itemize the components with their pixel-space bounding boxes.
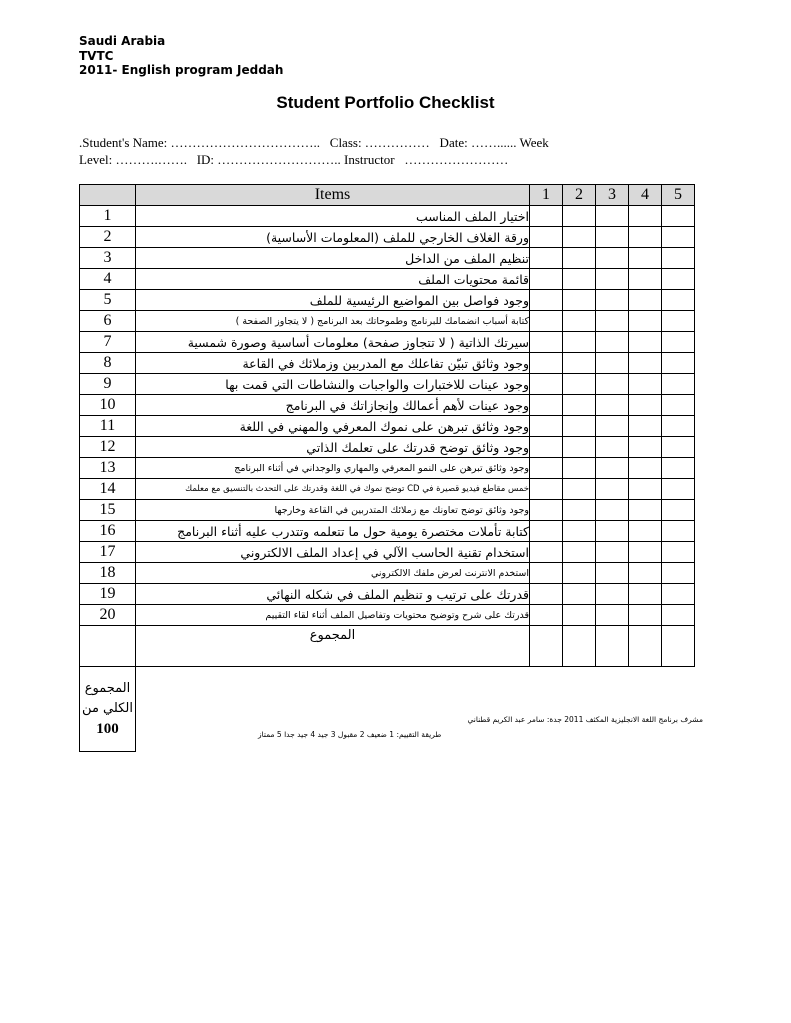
- total-value: 100: [96, 721, 119, 737]
- score-cell-2[interactable]: [563, 374, 596, 395]
- score-cell-2[interactable]: [563, 500, 596, 521]
- score-cell-1[interactable]: [530, 416, 563, 437]
- score-cell-4[interactable]: [629, 311, 662, 332]
- score-cell-1[interactable]: [530, 227, 563, 248]
- footnote-rating-scale: طريقة التقييم: 1 ضعيف 2 مقبول 3 جيد 4 جيد جدا 5 ممتاز: [258, 730, 442, 739]
- header-items-cell: Items: [136, 185, 530, 206]
- score-cell-3[interactable]: [596, 584, 629, 605]
- score-cell-3[interactable]: [596, 395, 629, 416]
- score-cell-4[interactable]: [629, 563, 662, 584]
- score-cell-5[interactable]: [662, 206, 695, 227]
- score-cell-5[interactable]: [662, 605, 695, 626]
- score-cell-3[interactable]: [596, 206, 629, 227]
- row-number: 17: [80, 542, 136, 563]
- total-label-line-2: الكلي من: [82, 701, 133, 716]
- table-row: [80, 374, 695, 395]
- score-cell-1[interactable]: [530, 311, 563, 332]
- header-number-cell: [80, 185, 136, 206]
- score-cell-2[interactable]: [563, 521, 596, 542]
- row-item-text: كتابة أسباب انضمامك للبرنامج وطموحاتك بعد البرنامج ( لا يتجاوز الصفحة ): [136, 311, 530, 332]
- score-cell-3[interactable]: [596, 500, 629, 521]
- score-cell-4[interactable]: [629, 290, 662, 311]
- score-cell-1[interactable]: [530, 269, 563, 290]
- row-item-text: وجود عينات لأهم أعمالك وإنجازاتك في البرنامج: [136, 395, 530, 416]
- table-row: [80, 227, 695, 248]
- table-row: [80, 206, 695, 227]
- score-cell-3[interactable]: [596, 542, 629, 563]
- score-cell-4[interactable]: [629, 248, 662, 269]
- total-cell: [80, 667, 136, 752]
- score-cell-4[interactable]: [629, 458, 662, 479]
- table-row: [80, 563, 695, 584]
- score-cell-4[interactable]: [629, 521, 662, 542]
- table-row: [80, 500, 695, 521]
- score-cell-4[interactable]: [629, 584, 662, 605]
- score-cell-2[interactable]: [563, 248, 596, 269]
- table-row: [80, 584, 695, 605]
- row-item-text: قدرتك على ترتيب و تنظيم الملف في شكله النهائي: [136, 584, 530, 605]
- row-item-text: سيرتك الذاتية ( لا تتجاوز صفحة) معلومات أساسية وصورة شمسية: [136, 332, 530, 353]
- score-cell-4[interactable]: [629, 479, 662, 500]
- document-header: [79, 34, 283, 78]
- row-item-text: ورقة الغلاف الخارجي للملف (المعلومات الأساسية): [136, 227, 530, 248]
- table-row: [80, 332, 695, 353]
- score-cell-2[interactable]: [563, 332, 596, 353]
- row-number: 16: [80, 521, 136, 542]
- score-cell-5[interactable]: [662, 374, 695, 395]
- score-cell-3[interactable]: [596, 248, 629, 269]
- row-number: 8: [80, 353, 136, 374]
- score-cell-3[interactable]: [596, 374, 629, 395]
- score-cell-2[interactable]: [563, 584, 596, 605]
- row-item-text: وجود فواصل بين المواضيع الرئيسية للملف: [136, 290, 530, 311]
- table-row: [80, 353, 695, 374]
- score-cell-2[interactable]: [563, 605, 596, 626]
- score-cell-1[interactable]: [530, 458, 563, 479]
- table-header-row: [80, 185, 695, 206]
- footnote-supervisor: مشرف برنامج اللغة الانجليزية المكثف 2011 جدة: سامر عبد الكريم قطناني: [467, 715, 703, 724]
- score-cell-1[interactable]: [530, 353, 563, 374]
- score-cell-2[interactable]: [563, 416, 596, 437]
- score-cell-3[interactable]: [596, 437, 629, 458]
- score-cell-2[interactable]: [563, 290, 596, 311]
- score-cell-3[interactable]: [596, 521, 629, 542]
- score-cell-2[interactable]: [563, 437, 596, 458]
- score-cell-1[interactable]: [530, 395, 563, 416]
- score-cell-5[interactable]: [662, 290, 695, 311]
- row-number: 20: [80, 605, 136, 626]
- sum-score-cell-5[interactable]: [662, 626, 695, 667]
- row-number: 12: [80, 437, 136, 458]
- score-cell-5[interactable]: [662, 542, 695, 563]
- sum-score-cell-4[interactable]: [629, 626, 662, 667]
- score-cell-1[interactable]: [530, 248, 563, 269]
- sum-row: [80, 626, 695, 667]
- row-number: 14: [80, 479, 136, 500]
- score-cell-2[interactable]: [563, 458, 596, 479]
- row-item-text: كتابة تأملات مختصرة يومية حول ما تتعلمه وتتدرب عليه أثناء البرنامج: [136, 521, 530, 542]
- row-number: 18: [80, 563, 136, 584]
- score-cell-3[interactable]: [596, 563, 629, 584]
- score-cell-4[interactable]: [629, 353, 662, 374]
- score-cell-3[interactable]: [596, 290, 629, 311]
- score-cell-4[interactable]: [629, 374, 662, 395]
- page-title: [0, 93, 791, 113]
- sum-score-cell-2[interactable]: [563, 626, 596, 667]
- score-cell-2[interactable]: [563, 311, 596, 332]
- row-item-text: قائمة محتويات الملف: [136, 269, 530, 290]
- score-cell-4[interactable]: [629, 542, 662, 563]
- score-cell-5[interactable]: [662, 353, 695, 374]
- score-cell-1[interactable]: [530, 563, 563, 584]
- score-cell-1[interactable]: [530, 290, 563, 311]
- checklist-table: [79, 184, 695, 752]
- score-cell-5[interactable]: [662, 500, 695, 521]
- score-cell-4[interactable]: [629, 437, 662, 458]
- table-row: [80, 416, 695, 437]
- header-organization: TVTC: [79, 48, 114, 63]
- row-number: 7: [80, 332, 136, 353]
- score-cell-5[interactable]: [662, 563, 695, 584]
- score-cell-5[interactable]: [662, 248, 695, 269]
- row-item-text: وجود وثائق توضح قدرتك على تعلمك الذاتي: [136, 437, 530, 458]
- score-cell-1[interactable]: [530, 479, 563, 500]
- score-cell-3[interactable]: [596, 479, 629, 500]
- sum-score-cell-1[interactable]: [530, 626, 563, 667]
- row-item-text: وجود وثائق توضح تعاونك مع زملائك المتدربين في القاعة وخارجها: [136, 500, 530, 521]
- score-cell-5[interactable]: [662, 437, 695, 458]
- score-cell-2[interactable]: [563, 227, 596, 248]
- header-score-3: 3: [596, 185, 629, 206]
- sum-number-cell: [80, 626, 136, 667]
- score-cell-4[interactable]: [629, 269, 662, 290]
- score-cell-4[interactable]: [629, 416, 662, 437]
- row-item-text: قدرتك على شرح وتوضيح محتويات وتفاصيل الملف أثناء لقاء التقييم: [136, 605, 530, 626]
- score-cell-3[interactable]: [596, 605, 629, 626]
- header-score-1: 1: [530, 185, 563, 206]
- score-cell-5[interactable]: [662, 521, 695, 542]
- score-cell-4[interactable]: [629, 500, 662, 521]
- score-cell-2[interactable]: [563, 206, 596, 227]
- table-row: [80, 605, 695, 626]
- row-item-text: تنظيم الملف من الداخل: [136, 248, 530, 269]
- row-number: 3: [80, 248, 136, 269]
- table-row: [80, 479, 695, 500]
- sum-label: المجموع: [136, 626, 530, 667]
- row-item-text: وجود وثائق تبيّن تفاعلك مع المدربين وزملائك في القاعة: [136, 353, 530, 374]
- score-cell-1[interactable]: [530, 206, 563, 227]
- score-cell-5[interactable]: [662, 332, 695, 353]
- score-cell-2[interactable]: [563, 353, 596, 374]
- score-cell-5[interactable]: [662, 416, 695, 437]
- row-number: 13: [80, 458, 136, 479]
- row-number: 2: [80, 227, 136, 248]
- row-item-text: استخدم الانترنت لعرض ملفك الالكتروني: [136, 563, 530, 584]
- row-number: 9: [80, 374, 136, 395]
- table-row: [80, 290, 695, 311]
- student-info-line-1: .Student's Name: …………………………….. Class: …………… Date: ……...... Week: [79, 135, 549, 150]
- row-number: 4: [80, 269, 136, 290]
- header-score-5: 5: [662, 185, 695, 206]
- score-cell-1[interactable]: [530, 500, 563, 521]
- page-title-text: Student Portfolio Checklist: [276, 93, 495, 112]
- score-cell-3[interactable]: [596, 332, 629, 353]
- score-cell-4[interactable]: [629, 332, 662, 353]
- score-cell-1[interactable]: [530, 584, 563, 605]
- score-cell-3[interactable]: [596, 353, 629, 374]
- score-cell-2[interactable]: [563, 479, 596, 500]
- score-cell-5[interactable]: [662, 311, 695, 332]
- sum-score-cell-3[interactable]: [596, 626, 629, 667]
- row-item-text: وجود عينات للاختبارات والواجبات والنشاطات التي قمت بها: [136, 374, 530, 395]
- score-cell-2[interactable]: [563, 542, 596, 563]
- row-number: 5: [80, 290, 136, 311]
- score-cell-2[interactable]: [563, 395, 596, 416]
- student-info-line-2: Level: ……….……. ID: ……………………….. Instructor ……………………: [79, 152, 509, 167]
- score-cell-3[interactable]: [596, 416, 629, 437]
- header-score-4: 4: [629, 185, 662, 206]
- score-cell-5[interactable]: [662, 479, 695, 500]
- total-label-line-1: المجموع: [84, 681, 131, 696]
- score-cell-3[interactable]: [596, 269, 629, 290]
- header-program: 2011- English program Jeddah: [79, 63, 284, 77]
- score-cell-1[interactable]: [530, 542, 563, 563]
- score-cell-5[interactable]: [662, 584, 695, 605]
- header-country: Saudi Arabia: [79, 34, 166, 48]
- score-cell-4[interactable]: [629, 227, 662, 248]
- score-cell-4[interactable]: [629, 395, 662, 416]
- row-item-text: استخدام تقنية الحاسب الآلي في إعداد الملف الالكتروني: [136, 542, 530, 563]
- row-number: 6: [80, 311, 136, 332]
- score-cell-5[interactable]: [662, 458, 695, 479]
- table-row: [80, 521, 695, 542]
- score-cell-1[interactable]: [530, 374, 563, 395]
- score-cell-2[interactable]: [563, 269, 596, 290]
- score-cell-1[interactable]: [530, 605, 563, 626]
- table-row: [80, 458, 695, 479]
- score-cell-4[interactable]: [629, 605, 662, 626]
- score-cell-5[interactable]: [662, 269, 695, 290]
- table-row: [80, 269, 695, 290]
- score-cell-5[interactable]: [662, 395, 695, 416]
- score-cell-4[interactable]: [629, 206, 662, 227]
- score-cell-1[interactable]: [530, 521, 563, 542]
- row-item-text: وجود وثائق تبرهن على نموك المعرفي والمهني في اللغة: [136, 416, 530, 437]
- row-number: 19: [80, 584, 136, 605]
- score-cell-3[interactable]: [596, 227, 629, 248]
- score-cell-1[interactable]: [530, 437, 563, 458]
- table-row: [80, 437, 695, 458]
- row-number: 1: [80, 206, 136, 227]
- row-item-text: خمس مقاطع فيديو قصيرة في CD توضح نموك في اللغة وقدرتك على التحدث بالتنسيق مع معلمك: [136, 479, 530, 500]
- table-row: [80, 542, 695, 563]
- row-item-text: وجود وثائق تبرهن على النمو المعرفي والمهاري والوجداني في أثناء البرنامج: [136, 458, 530, 479]
- score-cell-3[interactable]: [596, 458, 629, 479]
- row-number: 10: [80, 395, 136, 416]
- score-cell-3[interactable]: [596, 311, 629, 332]
- table-row: [80, 248, 695, 269]
- row-item-text: اختيار الملف المناسب: [136, 206, 530, 227]
- score-cell-1[interactable]: [530, 332, 563, 353]
- row-number: 11: [80, 416, 136, 437]
- table-row: [80, 395, 695, 416]
- header-score-2: 2: [563, 185, 596, 206]
- score-cell-2[interactable]: [563, 563, 596, 584]
- table-row: [80, 311, 695, 332]
- row-number: 15: [80, 500, 136, 521]
- score-cell-5[interactable]: [662, 227, 695, 248]
